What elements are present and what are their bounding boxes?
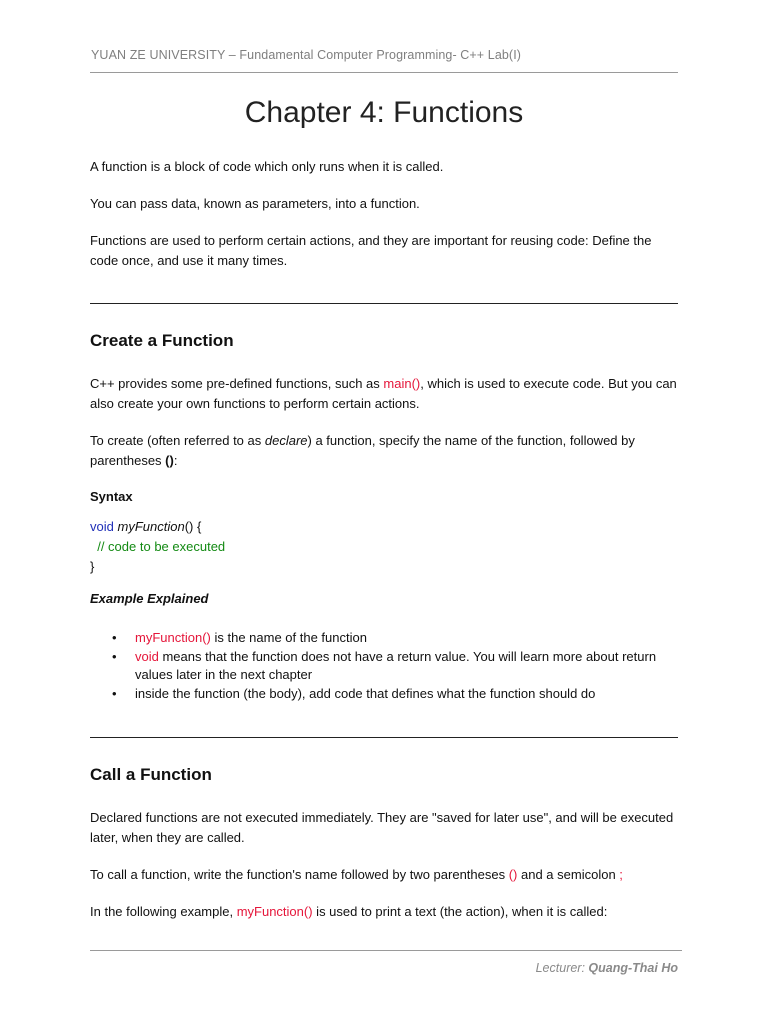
call-function-heading: Call a Function (90, 765, 212, 784)
syntax-label: Syntax (90, 489, 133, 504)
create-function-heading: Create a Function (90, 331, 234, 350)
list-item-text: inside the function (the body), add code that defines what the function should do (135, 685, 596, 701)
running-footer (536, 961, 678, 975)
text-span: In the following example, (90, 904, 237, 919)
list-item (90, 648, 680, 685)
lecturer-name: Quang-Thai Ho (588, 961, 678, 975)
bullet-glyph: • (112, 630, 117, 645)
chapter-title: Chapter 4: Functions (244, 96, 524, 129)
intro-paragraph-1: A function is a block of code which only runs when it is called. (90, 159, 444, 174)
bold-parentheses: () (165, 453, 174, 468)
intro-paragraph-2: You can pass data, known as parameters, into a function. (90, 196, 420, 211)
call-paragraph-1: Declared functions are not executed immediately. They are "saved for later use", and will be executed later, when they are called. (90, 810, 674, 845)
section-divider (90, 737, 678, 738)
footer-label: Lecturer: (535, 961, 589, 975)
intro-paragraph-3: Functions are used to perform certain actions, and they are important for reusing code: Define the code once, and use it many times. (90, 233, 652, 268)
emphasis-declare: declare (264, 433, 308, 448)
text-span: C++ provides some pre-defined functions, such as (90, 376, 384, 391)
code-semicolon: ; (619, 867, 623, 882)
header-divider (90, 72, 678, 73)
call-paragraph-2 (90, 865, 680, 885)
code-closing-brace: } (90, 559, 95, 574)
list-item (90, 629, 680, 648)
running-header: YUAN ZE UNIVERSITY – Fundamental Computer Programming- C++ Lab(I) (91, 48, 522, 62)
list-item (90, 685, 680, 704)
code-function-name: myFunction (117, 519, 185, 534)
code-inline: void (135, 648, 159, 664)
code-parentheses: () (508, 867, 518, 882)
text-span: is used to print a text (the action), when it is called: (312, 904, 608, 919)
code-main: main() (383, 376, 421, 391)
call-paragraph-3 (90, 902, 680, 922)
explained-list (90, 629, 680, 703)
text-span: To create (often referred to as (90, 433, 265, 448)
bullet-glyph: • (112, 685, 117, 701)
example-explained-label: Example Explained (90, 591, 209, 606)
code-comment: // code to be executed (90, 539, 226, 554)
code-inline: myFunction() (135, 630, 211, 645)
bullet-glyph: • (112, 648, 117, 664)
text-span: ) a function, specify the name of the function, followed by parentheses (90, 433, 635, 468)
list-item-text: is the name of the function (210, 630, 367, 645)
section-divider (90, 303, 678, 304)
code-block (90, 517, 225, 577)
list-item-text: means that the function does not have a return value. You will learn more about return values later in the next chapter (135, 648, 657, 682)
footer-divider (90, 950, 682, 951)
text-span: and a semicolon (517, 867, 620, 882)
code-keyword-void: void (90, 519, 114, 534)
text-span: , which is used to execute code. But you can also create your own functions to perform certain actions. (90, 376, 677, 411)
code-signature-rest: () { (184, 519, 202, 534)
create-paragraph-1 (90, 374, 680, 414)
code-myfunction: myFunction() (236, 904, 313, 919)
create-paragraph-2 (90, 431, 680, 471)
text-span: : (173, 453, 178, 468)
text-span: To call a function, write the function's name followed by two parentheses (90, 867, 509, 882)
